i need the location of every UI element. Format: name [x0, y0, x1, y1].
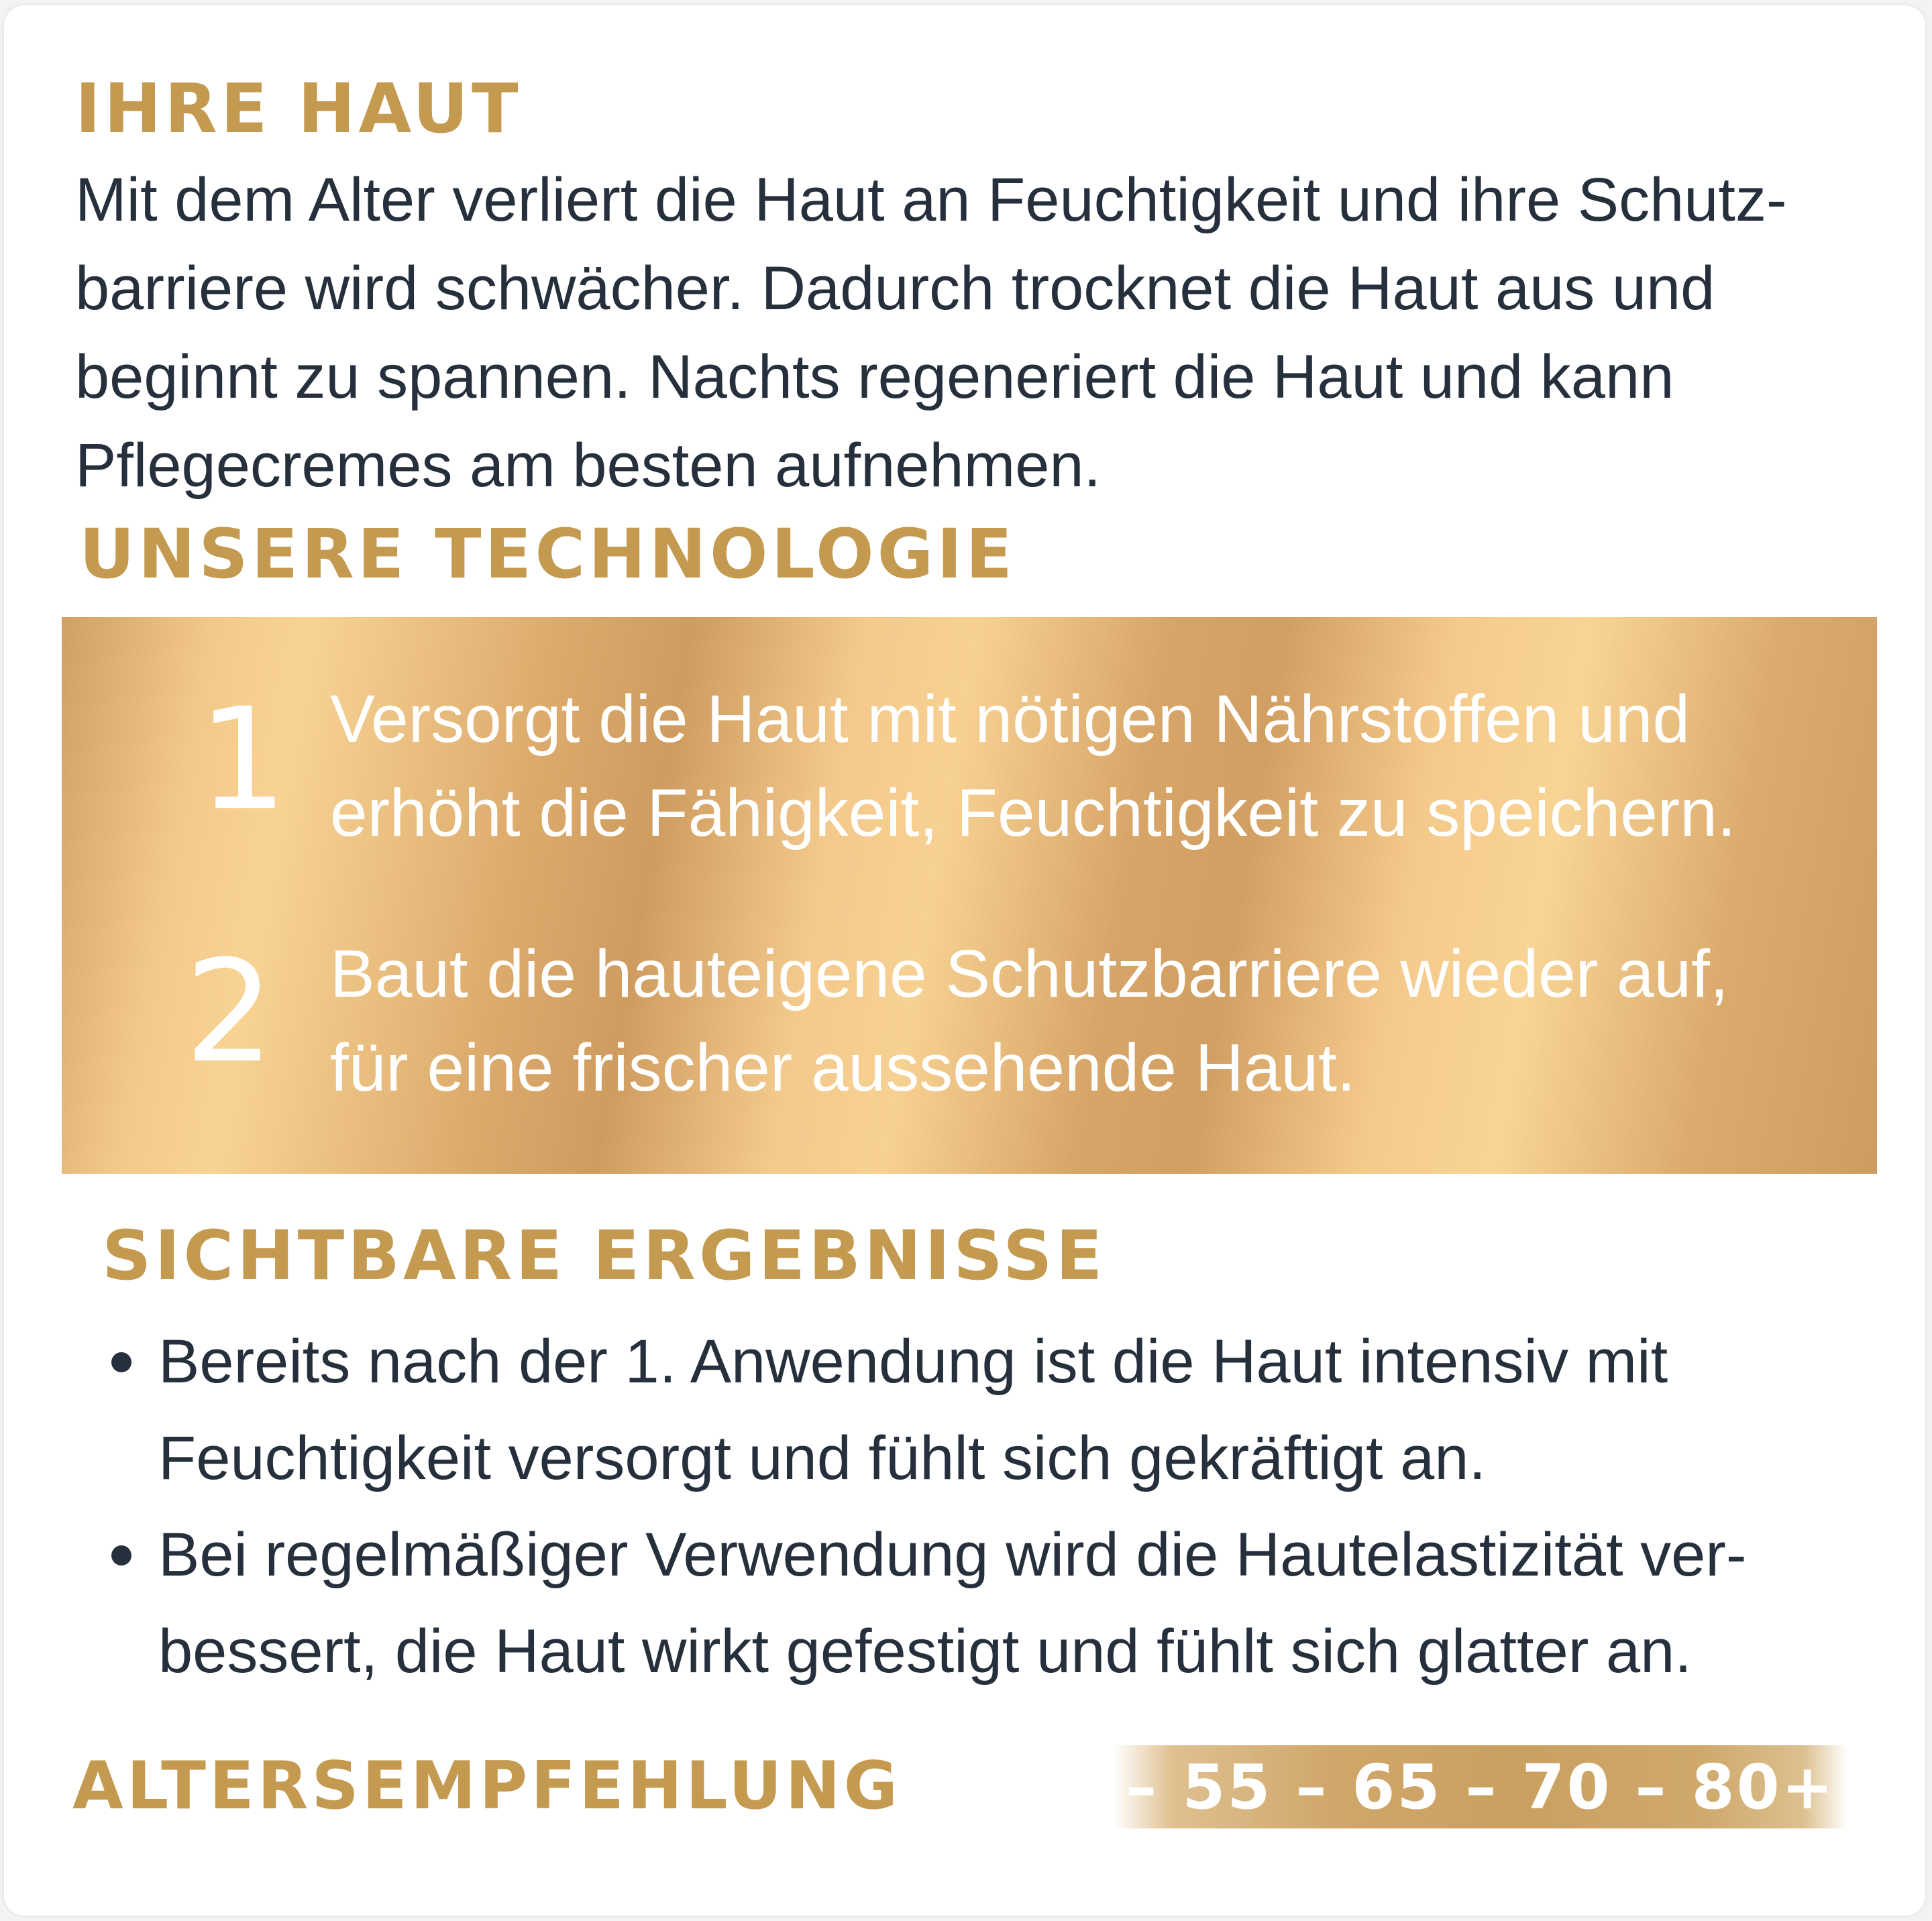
result-line: Bereits nach der 1. Anwendung ist die Haut intensiv mit — [158, 1327, 1668, 1396]
result-line: Bei regelmäßiger Verwendung wird die Hautelastizität ver- — [158, 1521, 1747, 1589]
result-line: Feuchtigkeit versorgt und fühlt sich gekräftigt an. — [158, 1424, 1487, 1492]
skin-line: barriere wird schwächer. Dadurch trocknet die Haut aus und — [75, 254, 1715, 323]
results-heading: SICHTBARE ERGEBNISSE — [102, 1216, 1106, 1296]
age-recommendation-bar — [1114, 1745, 1847, 1828]
skin-heading: IHRE HAUT — [75, 69, 522, 149]
technology-item-text — [330, 672, 1886, 860]
age-recommendation-label: ALTERSEMPFEHLUNG — [72, 1748, 902, 1824]
info-panel — [4, 5, 1925, 1916]
age-recommendation-value: – 55 – 65 – 70 – 80+ — [1126, 1751, 1835, 1823]
technology-number: 2 — [184, 930, 274, 1094]
technology-heading: UNSERE TECHNOLOGIE — [79, 514, 1016, 594]
technology-line: für eine frischer aussehende Haut. — [330, 1030, 1356, 1105]
technology-number: 1 — [198, 677, 288, 842]
skin-line: Mit dem Alter verliert die Haut an Feuchtigkeit und ihre Schutz- — [75, 166, 1787, 234]
list-item — [111, 1313, 1815, 1506]
list-item — [111, 1506, 1815, 1700]
technology-band — [62, 617, 1877, 1174]
results-list — [111, 1313, 1815, 1700]
skin-description — [75, 156, 1886, 510]
technology-line: erhöht die Fähigkeit, Feuchtigkeit zu speichern. — [330, 775, 1736, 850]
technology-item-text — [330, 927, 1886, 1115]
technology-line: Versorgt die Haut mit nötigen Nährstoffen und — [330, 681, 1690, 757]
bullet-icon — [111, 1545, 131, 1566]
skin-line: Pflegecremes am besten aufnehmen. — [75, 431, 1102, 500]
bullet-icon — [111, 1352, 131, 1372]
technology-line: Baut die hauteigene Schutzbarriere wieder auf, — [330, 936, 1729, 1011]
skin-line: beginnt zu spannen. Nachts regeneriert die Haut und kann — [75, 343, 1674, 411]
result-line: bessert, die Haut wirkt gefestigt und fühlt sich glatter an. — [158, 1617, 1692, 1686]
